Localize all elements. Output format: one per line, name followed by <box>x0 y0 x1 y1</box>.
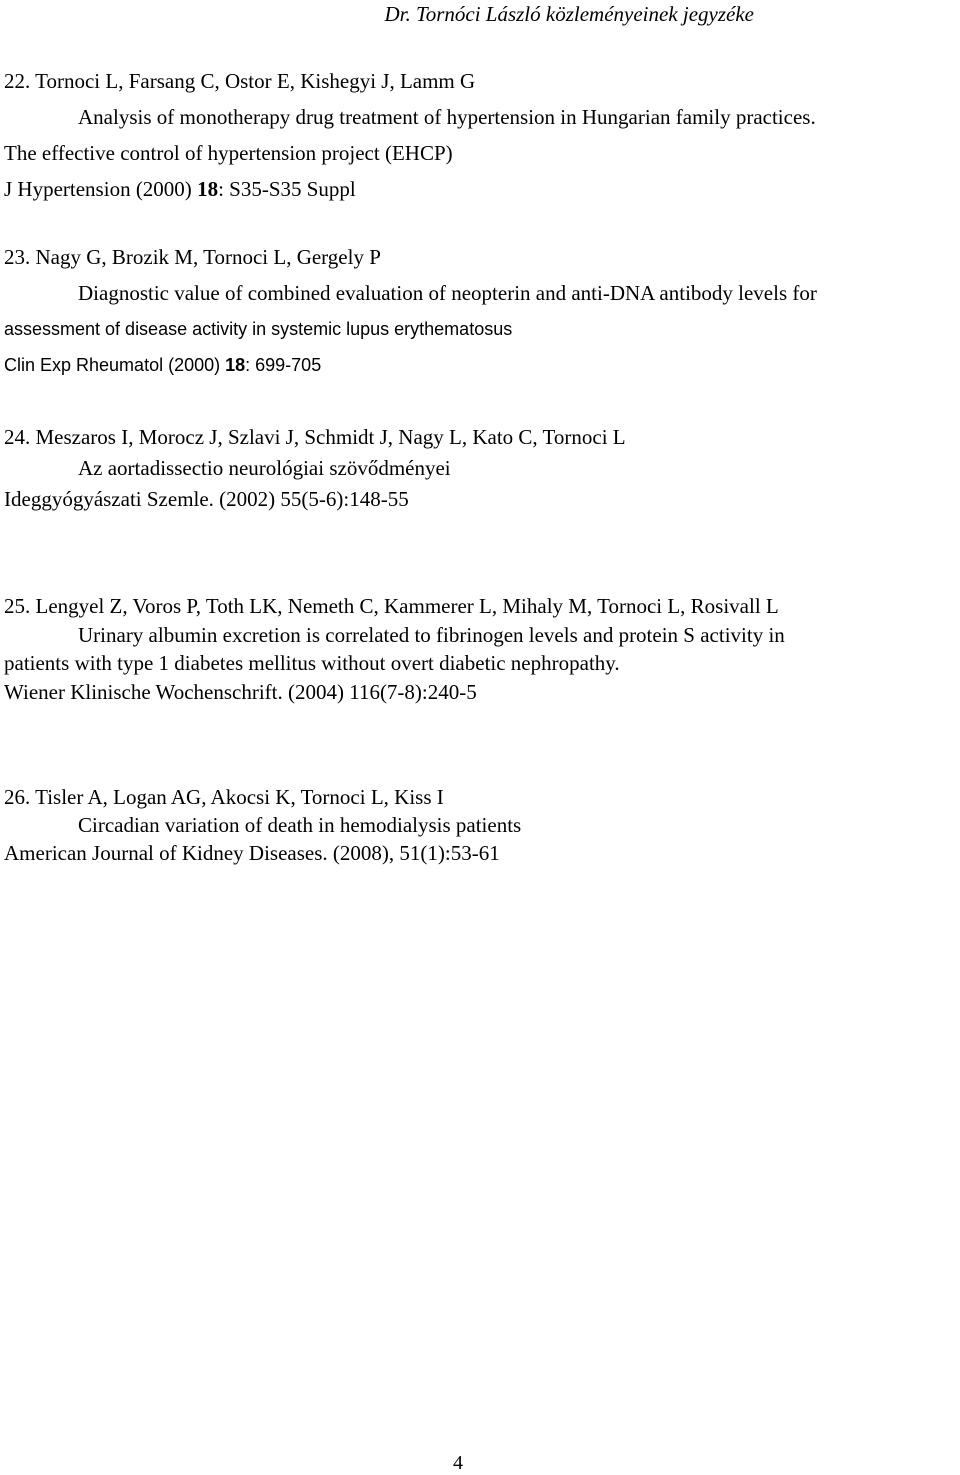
publication-entry-22 <box>4 63 960 207</box>
page-number: 4 <box>453 1452 463 1474</box>
citation-volume: 18 <box>197 177 219 201</box>
entry-authors: 22. Tornoci L, Farsang C, Ostor E, Kishegyi J, Lamm G <box>4 69 476 93</box>
entry-citation <box>4 347 960 383</box>
publication-entry-24 <box>4 422 960 515</box>
entry-citation: Wiener Klinische Wochenschrift. (2004) 116(7-8):240-5 <box>4 679 477 704</box>
entry-authors: 25. Lengyel Z, Voros P, Toth LK, Nemeth C, Kammerer L, Mihaly M, Tornoci L, Rosivall L <box>4 594 779 618</box>
citation-volume: 18 <box>225 355 246 375</box>
entry-authors: 23. Nagy G, Brozik M, Tornoci L, Gergely P <box>4 245 381 269</box>
entry-title-continuation: assessment of disease activity in systemic lupus erythematosus <box>4 319 513 339</box>
entry-authors: 26. Tisler A, Logan AG, Akocsi K, Tornoci L, Kiss I <box>4 785 444 809</box>
entry-title: Urinary albumin excretion is correlated to fibrinogen levels and protein S activity in <box>78 622 785 647</box>
entry-title-continuation: The effective control of hypertension project (EHCP) <box>4 141 453 165</box>
citation-pages: : 699-705 <box>245 355 322 375</box>
publication-entry-25 <box>4 592 960 706</box>
entry-title: Diagnostic value of combined evaluation of neopterin and anti-DNA antibody levels for <box>78 281 817 305</box>
publication-entry-23 <box>4 239 960 383</box>
entry-title-continuation: patients with type 1 diabetes mellitus without overt diabetic nephropathy. <box>4 651 620 675</box>
citation-journal: Clin Exp Rheumatol (2000) <box>4 355 226 375</box>
entry-citation: American Journal of Kidney Diseases. (2008), 51(1):53-61 <box>4 841 500 865</box>
entry-authors: 24. Meszaros I, Morocz J, Szlavi J, Schmidt J, Nagy L, Kato C, Tornoci L <box>4 425 626 449</box>
publication-entry-26 <box>4 783 960 867</box>
entry-citation <box>4 171 960 207</box>
citation-journal: J Hypertension (2000) <box>4 177 198 201</box>
entry-title: Az aortadissectio neurológiai szövődményei <box>78 456 451 480</box>
running-header: Dr. Tornóci László közleményeinek jegyzéke <box>384 2 754 26</box>
entry-title: Circadian variation of death in hemodialysis patients <box>78 813 522 837</box>
citation-pages: : S35-S35 Suppl <box>218 177 356 201</box>
entry-citation: Ideggyógyászati Szemle. (2002) 55(5-6):148-55 <box>4 487 409 511</box>
entry-title: Analysis of monotherapy drug treatment of hypertension in Hungarian family practices. <box>78 105 816 129</box>
